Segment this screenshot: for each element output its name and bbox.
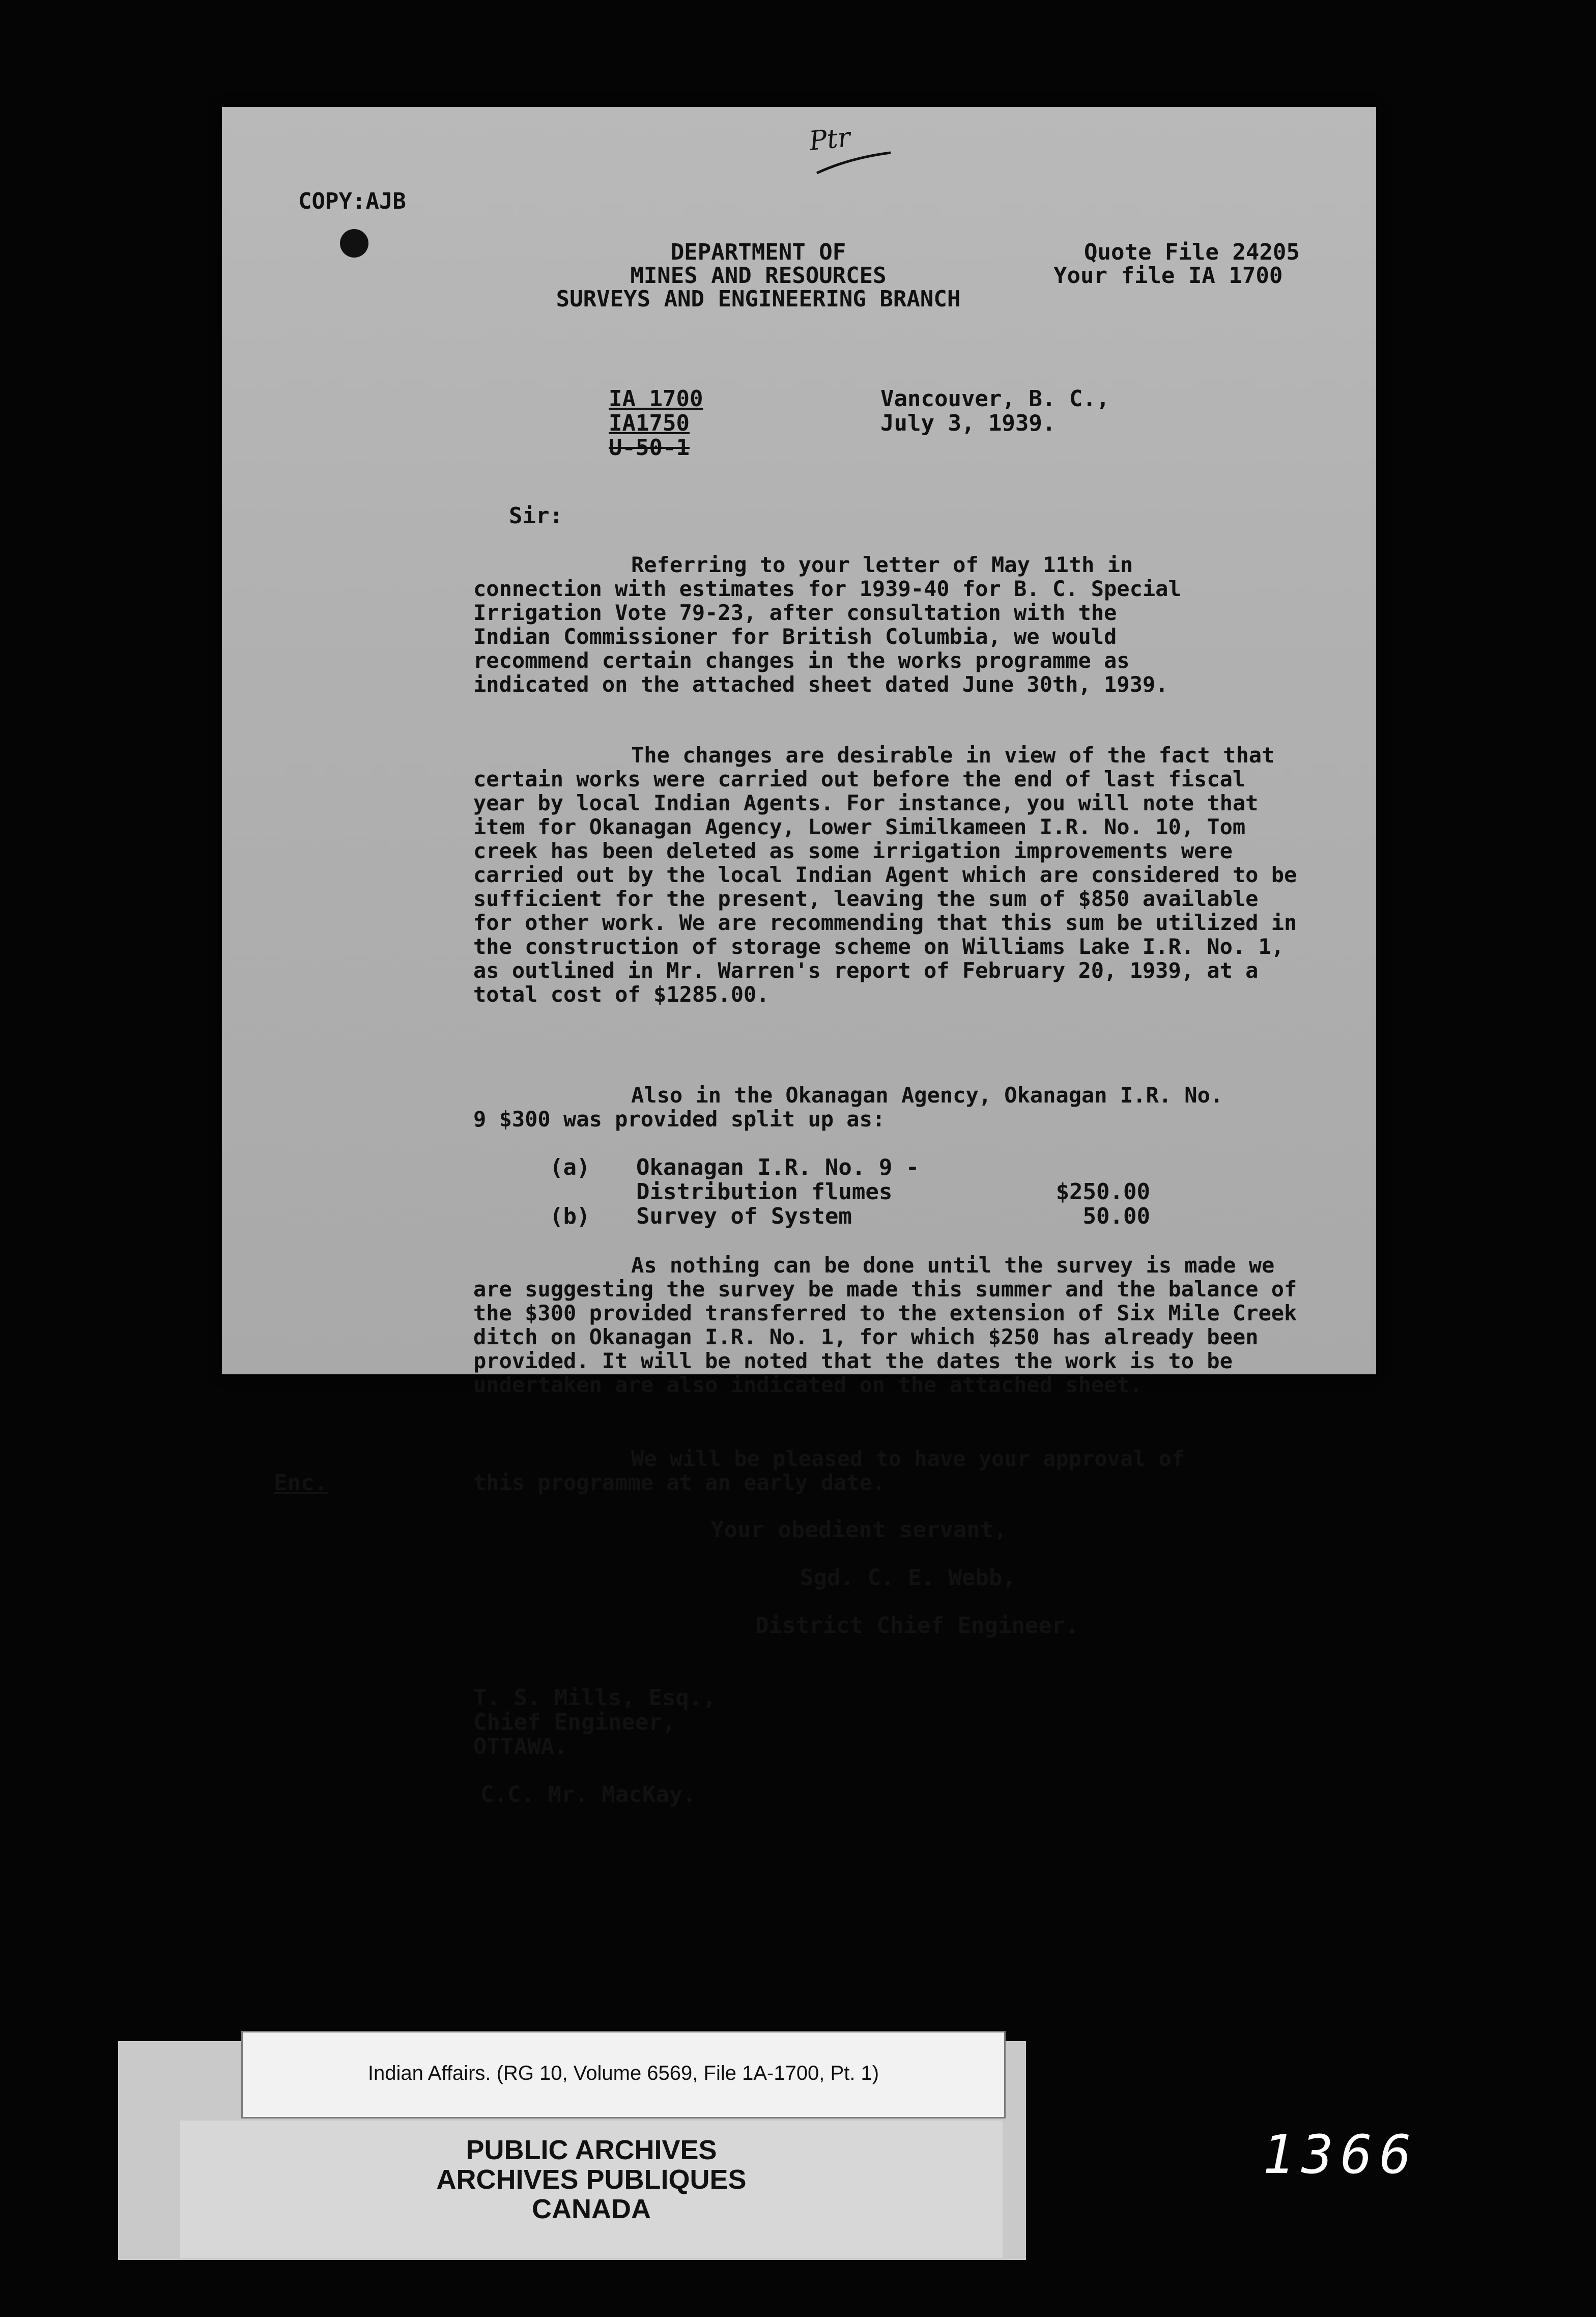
file-ref-3: U-50-1 <box>609 435 690 461</box>
signature: Sgd. C. E. Webb, <box>800 1565 1016 1591</box>
archive-reference: Indian Affairs. (RG 10, Volume 6569, File 1A-1700, Pt. 1) <box>367 2062 879 2084</box>
handwritten-stroke <box>814 148 896 178</box>
signatory-title: District Chief Engineer. <box>755 1613 1079 1638</box>
copy-note: COPY:AJB <box>298 188 406 214</box>
addressee-line-3: OTTAWA. <box>473 1734 568 1760</box>
dept-line-1: DEPARTMENT OF <box>670 239 846 265</box>
quote-file: Quote File 24205 <box>1084 239 1300 265</box>
place: Vancouver, B. C., <box>880 386 1110 412</box>
salutation: Sir: <box>509 503 563 529</box>
archive-reference-strip <box>241 2031 1006 2118</box>
archive-label-card <box>180 2121 1003 2258</box>
dept-line-3: SURVEYS AND ENGINEERING BRANCH <box>556 286 961 312</box>
archive-line-2: ARCHIVES PUBLIQUES <box>436 2164 747 2195</box>
handwritten-initial: Ptr <box>808 122 852 157</box>
item-a-line2: Distribution flumes <box>636 1179 893 1205</box>
your-file: Your file IA 1700 <box>1053 263 1283 289</box>
paragraph-1: Referring to your letter of May 11th in connection with estimates for 1939-40 for B. C. Special Irrigation Vote 79-23, after consultation with the Indian Commissioner for British Columbia, we would recommend certain changes in the works programme as indicated on the attached sheet dated June 30th, 1939. <box>473 552 1181 697</box>
paragraph-4: As nothing can be done until the survey is made we are suggesting the survey be made this summer and the balance of the $300 provided transferred to the extension of Six Mile Creek ditch on Okanagan I.R. No. 1, for which $250 has already been provided. It will be noted that the dates the work is to be undertaken are also indicated on the attached sheet. <box>473 1253 1297 1397</box>
frame-number: 1366 <box>1262 2124 1419 2186</box>
file-ref-1: IA 1700 <box>609 386 703 412</box>
item-b-letter: (b) <box>550 1203 590 1229</box>
paragraph-5: We will be pleased to have your approval of this programme at an early date. <box>473 1446 1185 1495</box>
item-a-letter: (a) <box>550 1154 590 1180</box>
dept-line-2: MINES AND RESOURCES <box>630 263 887 289</box>
carbon-copy: C.C. Mr. MacKay. <box>480 1782 696 1807</box>
closing: Your obedient servant, <box>710 1517 1007 1543</box>
addressee-line-1: T. S. Mills, Esq., <box>473 1685 716 1711</box>
paragraph-2: The changes are desirable in view of the fact that certain works were carried out before the end of last fiscal year by local Indian Agents. For instance, you will note that item for Okanagan Agency, Lower Similkameen I.R. No. 10, Tom creek has been deleted as some irrigation improvements were carried out by the local Indian Agent which are considered to be sufficient for the present, leaving the sum of $850 available for other work. We are recommending that this sum be utilized in the construction of storage scheme on Williams Lake I.R. No. 1, as outlined in Mr. Warren's report of February 20, 1939, at a total cost of $1285.00. <box>473 743 1297 1007</box>
punch-hole <box>340 229 368 258</box>
date: July 3, 1939. <box>880 410 1056 436</box>
archive-line-3: CANADA <box>532 2194 651 2224</box>
item-b-amount: 50.00 <box>1082 1203 1150 1229</box>
paragraph-3: Also in the Okanagan Agency, Okanagan I.R. No. 9 $300 was provided split up as: <box>473 1083 1223 1132</box>
file-ref-2: IA1750 <box>609 410 690 436</box>
item-a-line1: Okanagan I.R. No. 9 - <box>636 1154 920 1180</box>
item-a-amount: $250.00 <box>1056 1179 1150 1205</box>
addressee-line-2: Chief Engineer, <box>473 1709 676 1735</box>
item-b-line1: Survey of System <box>636 1203 852 1229</box>
enclosure-note: Enc. <box>274 1470 328 1496</box>
archive-line-1: PUBLIC ARCHIVES <box>466 2135 717 2165</box>
